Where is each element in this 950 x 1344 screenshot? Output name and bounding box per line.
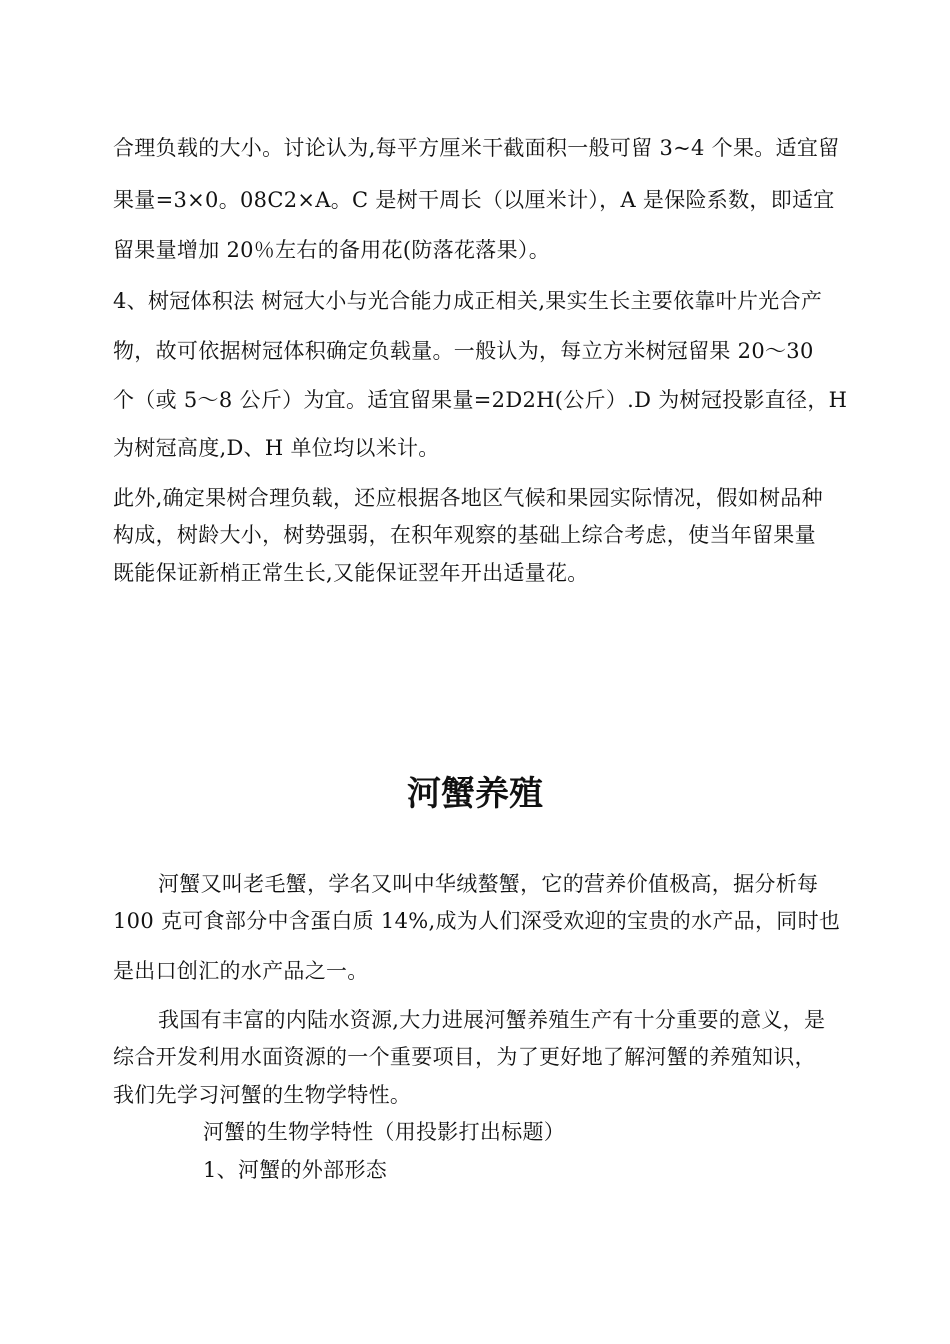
paragraph-line: 河蟹又叫老毛蟹，学名又叫中华绒螯蟹，它的营养价值极高，据分析每 [158,872,819,896]
subheading-line: 河蟹的生物学特性（用投影打出标题） [203,1120,566,1144]
paragraph-line: 此外,确定果树合理负载，还应根据各地区气候和果园实际情况，假如树品种 [113,486,823,510]
paragraph-line: 我国有丰富的内陆水资源,大力进展河蟹养殖生产有十分重要的意义，是 [158,1008,826,1032]
paragraph-line: 合理负载的大小。讨论认为,每平方厘米干截面积一般可留 3~4 个果。适宜留 [113,136,840,160]
paragraph-line: 综合开发利用水面资源的一个重要项目，为了更好地了解河蟹的养殖知识， [113,1045,816,1069]
paragraph-line: 4、树冠体积法 树冠大小与光合能力成正相关,果实生长主要依靠叶片光合产 [113,289,823,313]
paragraph-line: 留果量增加 20％左右的备用花(防落花落果）。 [113,238,550,262]
subheading-line: 1、河蟹的外部形态 [203,1158,388,1182]
paragraph-line: 物，故可依据树冠体积确定负载量。一般认为，每立方米树冠留果 20～30 [113,339,814,363]
paragraph-line: 为树冠高度,D、H 单位均以米计。 [113,436,440,460]
paragraph-line: 个（或 5～8 公斤）为宜。适宜留果量=2D2H(公斤）.D 为树冠投影直径，H [113,388,848,412]
paragraph-line: 我们先学习河蟹的生物学特性。 [113,1083,412,1107]
paragraph-line: 是出口创汇的水产品之一。 [113,959,369,983]
section-title: 河蟹养殖 [407,774,543,814]
paragraph-line: 构成，树龄大小，树势强弱，在积年观察的基础上综合考虑，使当年留果量 [113,523,816,547]
paragraph-line: 100 克可食部分中含蛋白质 14%,成为人们深受欢迎的宝贵的水产品，同时也 [113,909,841,933]
paragraph-line: 果量=3×0。08C2×A。C 是树干周长（以厘米计），A 是保险系数，即适宜 [113,188,835,212]
paragraph-line: 既能保证新梢正常生长,又能保证翌年开出适量花。 [113,561,589,585]
